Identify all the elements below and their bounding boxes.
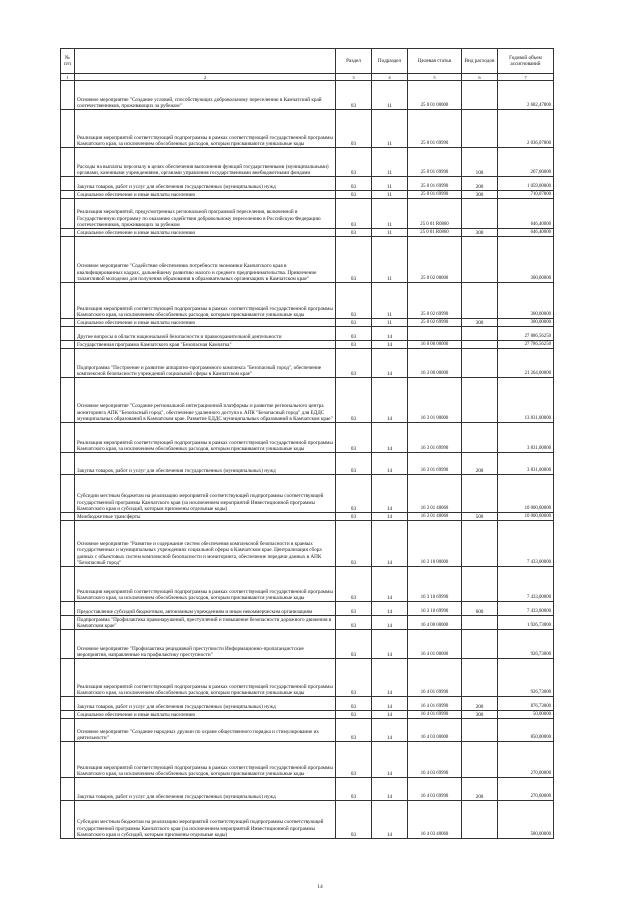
cell-exp-type bbox=[462, 327, 498, 341]
cell-exp-type: 300 bbox=[462, 191, 498, 199]
cell-target: 16 4 01 69990 bbox=[408, 711, 462, 719]
table-row bbox=[61, 378, 554, 423]
cell-subsection: 11 bbox=[372, 110, 408, 148]
cell-exp-type bbox=[462, 630, 498, 659]
cell-amount: 270,00000 bbox=[498, 742, 554, 778]
cell-section: 03 bbox=[336, 229, 372, 237]
table-row bbox=[61, 602, 554, 616]
cell-subsection: 11 bbox=[372, 229, 408, 237]
cell-subsection: 14 bbox=[372, 341, 408, 349]
cell-target: 16 3 10 69990 bbox=[408, 602, 462, 616]
cell-exp-type: 600 bbox=[462, 602, 498, 616]
cell-exp-type bbox=[462, 742, 498, 778]
cell-amount: 876,73000 bbox=[498, 697, 554, 711]
cell-target: 16 3 01 69990 bbox=[408, 453, 462, 475]
cell-name: Реализация мероприятий соответствующей подпрограммы в рамках соответствующей государственной программы Камчатского края, за исключением обособленных расходов, которым присваиваются уникальные коды bbox=[75, 659, 336, 697]
cell-subsection: 14 bbox=[372, 801, 408, 839]
table-row bbox=[61, 349, 554, 378]
cell-name: Подпрограмма "Построение и развитие аппаратно-программного комплекса "Безопасный город", обеспечение комплексной безопасности учреждений социальной сферы в Камчатском крае" bbox=[75, 349, 336, 378]
cell-exp-type bbox=[462, 199, 498, 229]
cell-name: Основное мероприятие "Профилактика рецидивной преступности Информационно-пропагандистские мероприятия, направленные на профилактику преступности" bbox=[75, 630, 336, 659]
cell-subsection: 14 bbox=[372, 659, 408, 697]
cell-subsection: 11 bbox=[372, 177, 408, 191]
cell-exp-type bbox=[462, 423, 498, 453]
cell-exp-type: 100 bbox=[462, 148, 498, 177]
cell-exp-type bbox=[462, 567, 498, 602]
cell-exp-type bbox=[462, 283, 498, 319]
cell-num bbox=[61, 513, 75, 521]
cell-target: 16 3 10 69990 bbox=[408, 567, 462, 602]
cell-subsection: 14 bbox=[372, 778, 408, 801]
header-section: Раздел bbox=[336, 49, 372, 74]
cell-name: Реализация мероприятий соответствующей подпрограммы в рамках соответствующей государственной программы Камчатского края, за исключением обособленных расходов, которым присваиваются уникальные коды bbox=[75, 423, 336, 453]
cell-name: Межбюджетные трансферты bbox=[75, 513, 336, 521]
table-row bbox=[61, 567, 554, 602]
cell-name: Государственная программа Камчатского края "Безопасная Камчатка" bbox=[75, 341, 336, 349]
table-row bbox=[61, 711, 554, 719]
cell-name: Закупка товаров, работ и услуг для обеспечения государственных (муниципальных) нужд bbox=[75, 697, 336, 711]
col-number: 6 bbox=[462, 74, 498, 81]
cell-target: 16 3 01 69990 bbox=[408, 423, 462, 453]
cell-num bbox=[61, 630, 75, 659]
cell-name: Реализация мероприятий соответствующей подпрограммы в рамках соответствующей государственной программы Камчатского края, за исключением обособленных расходов, которым присваиваются уникальные коды bbox=[75, 567, 336, 602]
cell-target: 25 0 02 00000 bbox=[408, 237, 462, 283]
table-row bbox=[61, 229, 554, 237]
cell-amount: 27 886,56250 bbox=[498, 327, 554, 341]
cell-amount: 7 433,00000 bbox=[498, 521, 554, 567]
table-row bbox=[61, 801, 554, 839]
header-name bbox=[75, 49, 336, 74]
cell-num bbox=[61, 742, 75, 778]
table-row bbox=[61, 81, 554, 110]
cell-exp-type bbox=[462, 378, 498, 423]
cell-amount: 3 831,00000 bbox=[498, 423, 554, 453]
cell-name: Социальное обеспечение и иные выплаты населению bbox=[75, 229, 336, 237]
cell-num bbox=[61, 349, 75, 378]
cell-name: Основное мероприятие "Создание региональной интеграционной платформы и развитие регионального центра мониторинга АПК "Безопасный город", обеспечение удаленного доступа к АПК "Безопасный город" для ЕДДС муниципальных образований в Камчатском крае. Развитие ЕДДС муниципальных образований в Камчатском крае" bbox=[75, 378, 336, 423]
cell-target: 25 0 02 69990 bbox=[408, 319, 462, 327]
cell-name: Социальное обеспечение и иные выплаты населению bbox=[75, 711, 336, 719]
cell-subsection: 14 bbox=[372, 423, 408, 453]
table-row bbox=[61, 148, 554, 177]
table-row bbox=[61, 453, 554, 475]
cell-section: 03 bbox=[336, 110, 372, 148]
cell-section: 03 bbox=[336, 319, 372, 327]
cell-section: 03 bbox=[336, 199, 372, 229]
cell-subsection: 11 bbox=[372, 199, 408, 229]
cell-num bbox=[61, 711, 75, 719]
cell-amount: 3 831,00000 bbox=[498, 453, 554, 475]
table-row bbox=[61, 283, 554, 319]
cell-target: 25 0 01 00000 bbox=[408, 81, 462, 110]
cell-name: Закупка товаров, работ и услуг для обеспечения государственных (муниципальных) нужд bbox=[75, 778, 336, 801]
cell-target: 16 4 01 69990 bbox=[408, 697, 462, 711]
cell-target: 16 3 10 00000 bbox=[408, 521, 462, 567]
cell-name: Основное мероприятие "Развитие и содержание систем обеспечения комплексной безопасности в краевых государственных и муниципальных учреждениях социальной сферы в Камчатском крае. Централизация сбора данных с объектовых систем комплексной безопасности и мониторинга, обеспечение передачи данных в АПК "Безопасный город" bbox=[75, 521, 336, 567]
cell-exp-type bbox=[462, 81, 498, 110]
cell-target: 25 0 01 69990 bbox=[408, 191, 462, 199]
cell-exp-type: 300 bbox=[462, 711, 498, 719]
cell-num bbox=[61, 801, 75, 839]
cell-subsection: 11 bbox=[372, 237, 408, 283]
page-number: 14 bbox=[317, 884, 323, 890]
cell-exp-type bbox=[462, 110, 498, 148]
cell-name: Субсидии местным бюджетам на реализацию мероприятий соответствующей подпрограммы соответствующей государственной программы Камчатского края (за исключением мероприятий Инвестиционной программы Камчатского края и субсидий, которым присвоены отдельные коды) bbox=[75, 475, 336, 513]
cell-section: 03 bbox=[336, 475, 372, 513]
table-row bbox=[61, 778, 554, 801]
table-row bbox=[61, 616, 554, 630]
cell-subsection: 11 bbox=[372, 283, 408, 319]
cell-subsection: 14 bbox=[372, 711, 408, 719]
cell-exp-type bbox=[462, 349, 498, 378]
cell-target: 16 3 01 40060 bbox=[408, 475, 462, 513]
cell-target: 16 4 01 69990 bbox=[408, 659, 462, 697]
cell-subsection: 14 bbox=[372, 567, 408, 602]
cell-subsection: 14 bbox=[372, 453, 408, 475]
cell-num bbox=[61, 341, 75, 349]
cell-section: 03 bbox=[336, 697, 372, 711]
cell-section: 03 bbox=[336, 148, 372, 177]
cell-name: Предоставление субсидий бюджетным, автономным учреждениям и иным некоммерческим организациям bbox=[75, 602, 336, 616]
cell-name: Социальное обеспечение и иные выплаты населению bbox=[75, 319, 336, 327]
cell-target: 16 4 00 00000 bbox=[408, 616, 462, 630]
cell-num bbox=[61, 567, 75, 602]
cell-section: 03 bbox=[336, 513, 372, 521]
cell-section: 03 bbox=[336, 778, 372, 801]
cell-num bbox=[61, 616, 75, 630]
cell-exp-type: 200 bbox=[462, 697, 498, 711]
cell-amount: 267,00000 bbox=[498, 148, 554, 177]
table-row bbox=[61, 341, 554, 349]
cell-section: 03 bbox=[336, 801, 372, 839]
cell-amount: 270,00000 bbox=[498, 778, 554, 801]
cell-name: Основное мероприятие "Содействие обеспечению потребности экономики Камчатского края в квалифицированных кадрах, дальнейшему развитию малого и среднего предпринимательства. Привлечение талантливой молодежи для получения образования в образовательных организациях в Камчатском крае" bbox=[75, 237, 336, 283]
cell-target: 16 3 01 40060 bbox=[408, 513, 462, 521]
cell-exp-type: 200 bbox=[462, 453, 498, 475]
cell-amount: 10 000,00000 bbox=[498, 475, 554, 513]
cell-section: 03 bbox=[336, 237, 372, 283]
cell-amount: 646,40000 bbox=[498, 199, 554, 229]
cell-target: 25 0 01 69990 bbox=[408, 110, 462, 148]
cell-section: 03 bbox=[336, 423, 372, 453]
cell-section: 03 bbox=[336, 719, 372, 742]
cell-name: Реализация мероприятий соответствующей подпрограммы в рамках соответствующей государственной программы Камчатского края, за исключением обособленных расходов, которым присваиваются уникальные коды bbox=[75, 283, 336, 319]
table-row bbox=[61, 475, 554, 513]
col-number: 7 bbox=[498, 74, 554, 81]
cell-num bbox=[61, 521, 75, 567]
header-row bbox=[61, 49, 554, 74]
cell-target: 16 4 03 69990 bbox=[408, 778, 462, 801]
cell-amount: 13 831,00000 bbox=[498, 378, 554, 423]
cell-subsection: 11 bbox=[372, 81, 408, 110]
cell-num bbox=[61, 697, 75, 711]
header-target: Целевая статья bbox=[408, 49, 462, 74]
cell-num bbox=[61, 423, 75, 453]
cell-exp-type bbox=[462, 237, 498, 283]
col-number: 5 bbox=[408, 74, 462, 81]
table-row bbox=[61, 319, 554, 327]
cell-exp-type bbox=[462, 341, 498, 349]
cell-name: Социальное обеспечение и иные выплаты населению bbox=[75, 191, 336, 199]
cell-num bbox=[61, 327, 75, 341]
cell-num bbox=[61, 453, 75, 475]
cell-amount: 1 059,00000 bbox=[498, 177, 554, 191]
cell-subsection: 14 bbox=[372, 475, 408, 513]
cell-section: 03 bbox=[336, 711, 372, 719]
cell-section: 03 bbox=[336, 378, 372, 423]
cell-num bbox=[61, 319, 75, 327]
cell-target: 25 0 02 69990 bbox=[408, 283, 462, 319]
cell-amount: 7 433,00000 bbox=[498, 602, 554, 616]
cell-target: 16 4 01 00000 bbox=[408, 630, 462, 659]
table-row bbox=[61, 630, 554, 659]
cell-amount: 2 036,07800 bbox=[498, 110, 554, 148]
cell-name: Расходы на выплаты персоналу в целях обеспечения выполнения функций государственными (муниципальными) органами, казенными учреждениями, органами управления государственными внебюджетными фондами bbox=[75, 148, 336, 177]
cell-section: 03 bbox=[336, 191, 372, 199]
cell-exp-type bbox=[462, 521, 498, 567]
cell-name: Реализация мероприятий соответствующей подпрограммы в рамках соответствующей государственной программы Камчатского края, за исключением обособленных расходов, которым присваиваются уникальные коды bbox=[75, 110, 336, 148]
cell-section: 03 bbox=[336, 630, 372, 659]
cell-num bbox=[61, 199, 75, 229]
cell-exp-type bbox=[462, 801, 498, 839]
cell-section: 03 bbox=[336, 283, 372, 319]
cell-target: 16 4 03 69990 bbox=[408, 742, 462, 778]
cell-target: 16 0 00 00000 bbox=[408, 341, 462, 349]
cell-subsection: 11 bbox=[372, 191, 408, 199]
cell-subsection: 14 bbox=[372, 630, 408, 659]
cell-amount: 646,40000 bbox=[498, 229, 554, 237]
cell-name: Подпрограмма "Профилактика правонарушений, преступлений и повышение безопасности дорожного движения в Камчатском крае" bbox=[75, 616, 336, 630]
cell-section: 03 bbox=[336, 81, 372, 110]
cell-section: 03 bbox=[336, 349, 372, 378]
cell-section: 03 bbox=[336, 616, 372, 630]
cell-amount: 27 786,56250 bbox=[498, 341, 554, 349]
cell-exp-type: 500 bbox=[462, 513, 498, 521]
cell-name: Другие вопросы в области национальной безопасности и правоохранительной деятельности bbox=[75, 327, 336, 341]
budget-table bbox=[60, 48, 554, 839]
cell-exp-type: 200 bbox=[462, 778, 498, 801]
cell-section: 03 bbox=[336, 453, 372, 475]
cell-amount: 21 264,00000 bbox=[498, 349, 554, 378]
cell-name: Реализация мероприятий соответствующей подпрограммы в рамках соответствующей государственной программы Камчатского края, за исключением обособленных расходов, которым присваиваются уникальные коды bbox=[75, 742, 336, 778]
table-row bbox=[61, 513, 554, 521]
cell-amount: 300,00000 bbox=[498, 237, 554, 283]
cell-target: 25 0 01 69990 bbox=[408, 177, 462, 191]
cell-subsection: 14 bbox=[372, 742, 408, 778]
table-row bbox=[61, 719, 554, 742]
cell-exp-type bbox=[462, 659, 498, 697]
header-amount: Годовой объем ассигнований bbox=[498, 49, 554, 74]
cell-section: 03 bbox=[336, 521, 372, 567]
cell-amount: 7 433,00000 bbox=[498, 567, 554, 602]
table-row bbox=[61, 423, 554, 453]
cell-target: 16 3 01 00000 bbox=[408, 378, 462, 423]
col-number: 3 bbox=[336, 74, 372, 81]
header-subsection: Подраздел bbox=[372, 49, 408, 74]
cell-subsection: 14 bbox=[372, 719, 408, 742]
table-row bbox=[61, 110, 554, 148]
cell-section: 03 bbox=[336, 341, 372, 349]
header-exp-type: Вид расходов bbox=[462, 49, 498, 74]
cell-num bbox=[61, 81, 75, 110]
cell-exp-type: 300 bbox=[462, 229, 498, 237]
cell-subsection: 14 bbox=[372, 521, 408, 567]
cell-target: 25 0 01 R0860 bbox=[408, 199, 462, 229]
cell-section: 03 bbox=[336, 567, 372, 602]
cell-num bbox=[61, 237, 75, 283]
budget-table-container bbox=[60, 48, 553, 839]
cell-exp-type bbox=[462, 475, 498, 513]
cell-target: 16 3 00 00000 bbox=[408, 349, 462, 378]
cell-name: Субсидии местным бюджетам на реализацию мероприятий соответствующей подпрограммы соответствующей государственной программы Камчатского края (за исключением мероприятий Инвестиционной программы Камчатского края и субсидий, которым присвоены отдельные коды) bbox=[75, 801, 336, 839]
cell-num bbox=[61, 283, 75, 319]
cell-num bbox=[61, 110, 75, 148]
cell-amount: 926,73000 bbox=[498, 659, 554, 697]
table-row bbox=[61, 742, 554, 778]
column-number-row bbox=[61, 74, 554, 81]
cell-exp-type: 300 bbox=[462, 319, 498, 327]
cell-name: Основное мероприятие "Создание народных дружин по охране общественного порядка и стимулирование их деятельности" bbox=[75, 719, 336, 742]
cell-subsection: 14 bbox=[372, 378, 408, 423]
cell-num bbox=[61, 177, 75, 191]
cell-exp-type bbox=[462, 616, 498, 630]
col-number: 1 bbox=[61, 74, 75, 81]
table-body bbox=[61, 81, 554, 839]
cell-num bbox=[61, 229, 75, 237]
table-row bbox=[61, 659, 554, 697]
table-row bbox=[61, 191, 554, 199]
cell-num bbox=[61, 191, 75, 199]
cell-section: 03 bbox=[336, 602, 372, 616]
table-row bbox=[61, 521, 554, 567]
header-num: № п/п bbox=[61, 49, 75, 74]
cell-target: 25 0 01 69990 bbox=[408, 148, 462, 177]
cell-num bbox=[61, 602, 75, 616]
cell-subsection: 14 bbox=[372, 697, 408, 711]
cell-amount: 850,00000 bbox=[498, 719, 554, 742]
cell-subsection: 11 bbox=[372, 319, 408, 327]
table-row bbox=[61, 327, 554, 341]
col-number: 2 bbox=[75, 74, 336, 81]
cell-num bbox=[61, 778, 75, 801]
cell-amount: 926,73000 bbox=[498, 630, 554, 659]
cell-exp-type bbox=[462, 719, 498, 742]
table-row bbox=[61, 697, 554, 711]
cell-amount: 2 682,47800 bbox=[498, 81, 554, 110]
cell-num bbox=[61, 378, 75, 423]
cell-subsection: 14 bbox=[372, 616, 408, 630]
cell-name: Закупка товаров, работ и услуг для обеспечения государственных (муниципальных) нужд bbox=[75, 453, 336, 475]
cell-target: 25 0 01 R0860 bbox=[408, 229, 462, 237]
cell-section: 03 bbox=[336, 659, 372, 697]
cell-amount: 1 926,73000 bbox=[498, 616, 554, 630]
table-row bbox=[61, 177, 554, 191]
cell-amount: 300,00000 bbox=[498, 283, 554, 319]
cell-subsection: 14 bbox=[372, 602, 408, 616]
cell-num bbox=[61, 475, 75, 513]
cell-name: Закупка товаров, работ и услуг для обеспечения государственных (муниципальных) нужд bbox=[75, 177, 336, 191]
cell-target bbox=[408, 327, 462, 341]
cell-amount: 50,00000 bbox=[498, 711, 554, 719]
cell-amount: 580,00000 bbox=[498, 801, 554, 839]
cell-target: 16 4 03 00000 bbox=[408, 719, 462, 742]
cell-amount: 710,07800 bbox=[498, 191, 554, 199]
table-row bbox=[61, 199, 554, 229]
cell-section: 03 bbox=[336, 327, 372, 341]
cell-name: Основное мероприятие "Создание условий, способствующих добровольному переселению в Камчатский край соотечественников, проживающих за рубежом" bbox=[75, 81, 336, 110]
cell-section: 03 bbox=[336, 742, 372, 778]
cell-target: 16 4 03 40060 bbox=[408, 801, 462, 839]
cell-subsection: 14 bbox=[372, 513, 408, 521]
cell-amount: 300,00000 bbox=[498, 319, 554, 327]
cell-num bbox=[61, 659, 75, 697]
cell-subsection: 14 bbox=[372, 349, 408, 378]
cell-amount: 10 000,00000 bbox=[498, 513, 554, 521]
cell-subsection: 11 bbox=[372, 148, 408, 177]
cell-subsection: 14 bbox=[372, 327, 408, 341]
cell-name: Реализация мероприятий, предусмотренных региональной программой переселения, включенной в Государственную программу по оказанию содействия добровольному переселению в Российскую Федерацию соотечественников, проживающих за рубежом bbox=[75, 199, 336, 229]
cell-num bbox=[61, 719, 75, 742]
col-number: 4 bbox=[372, 74, 408, 81]
cell-num bbox=[61, 148, 75, 177]
cell-section: 03 bbox=[336, 177, 372, 191]
cell-exp-type: 200 bbox=[462, 177, 498, 191]
table-row bbox=[61, 237, 554, 283]
